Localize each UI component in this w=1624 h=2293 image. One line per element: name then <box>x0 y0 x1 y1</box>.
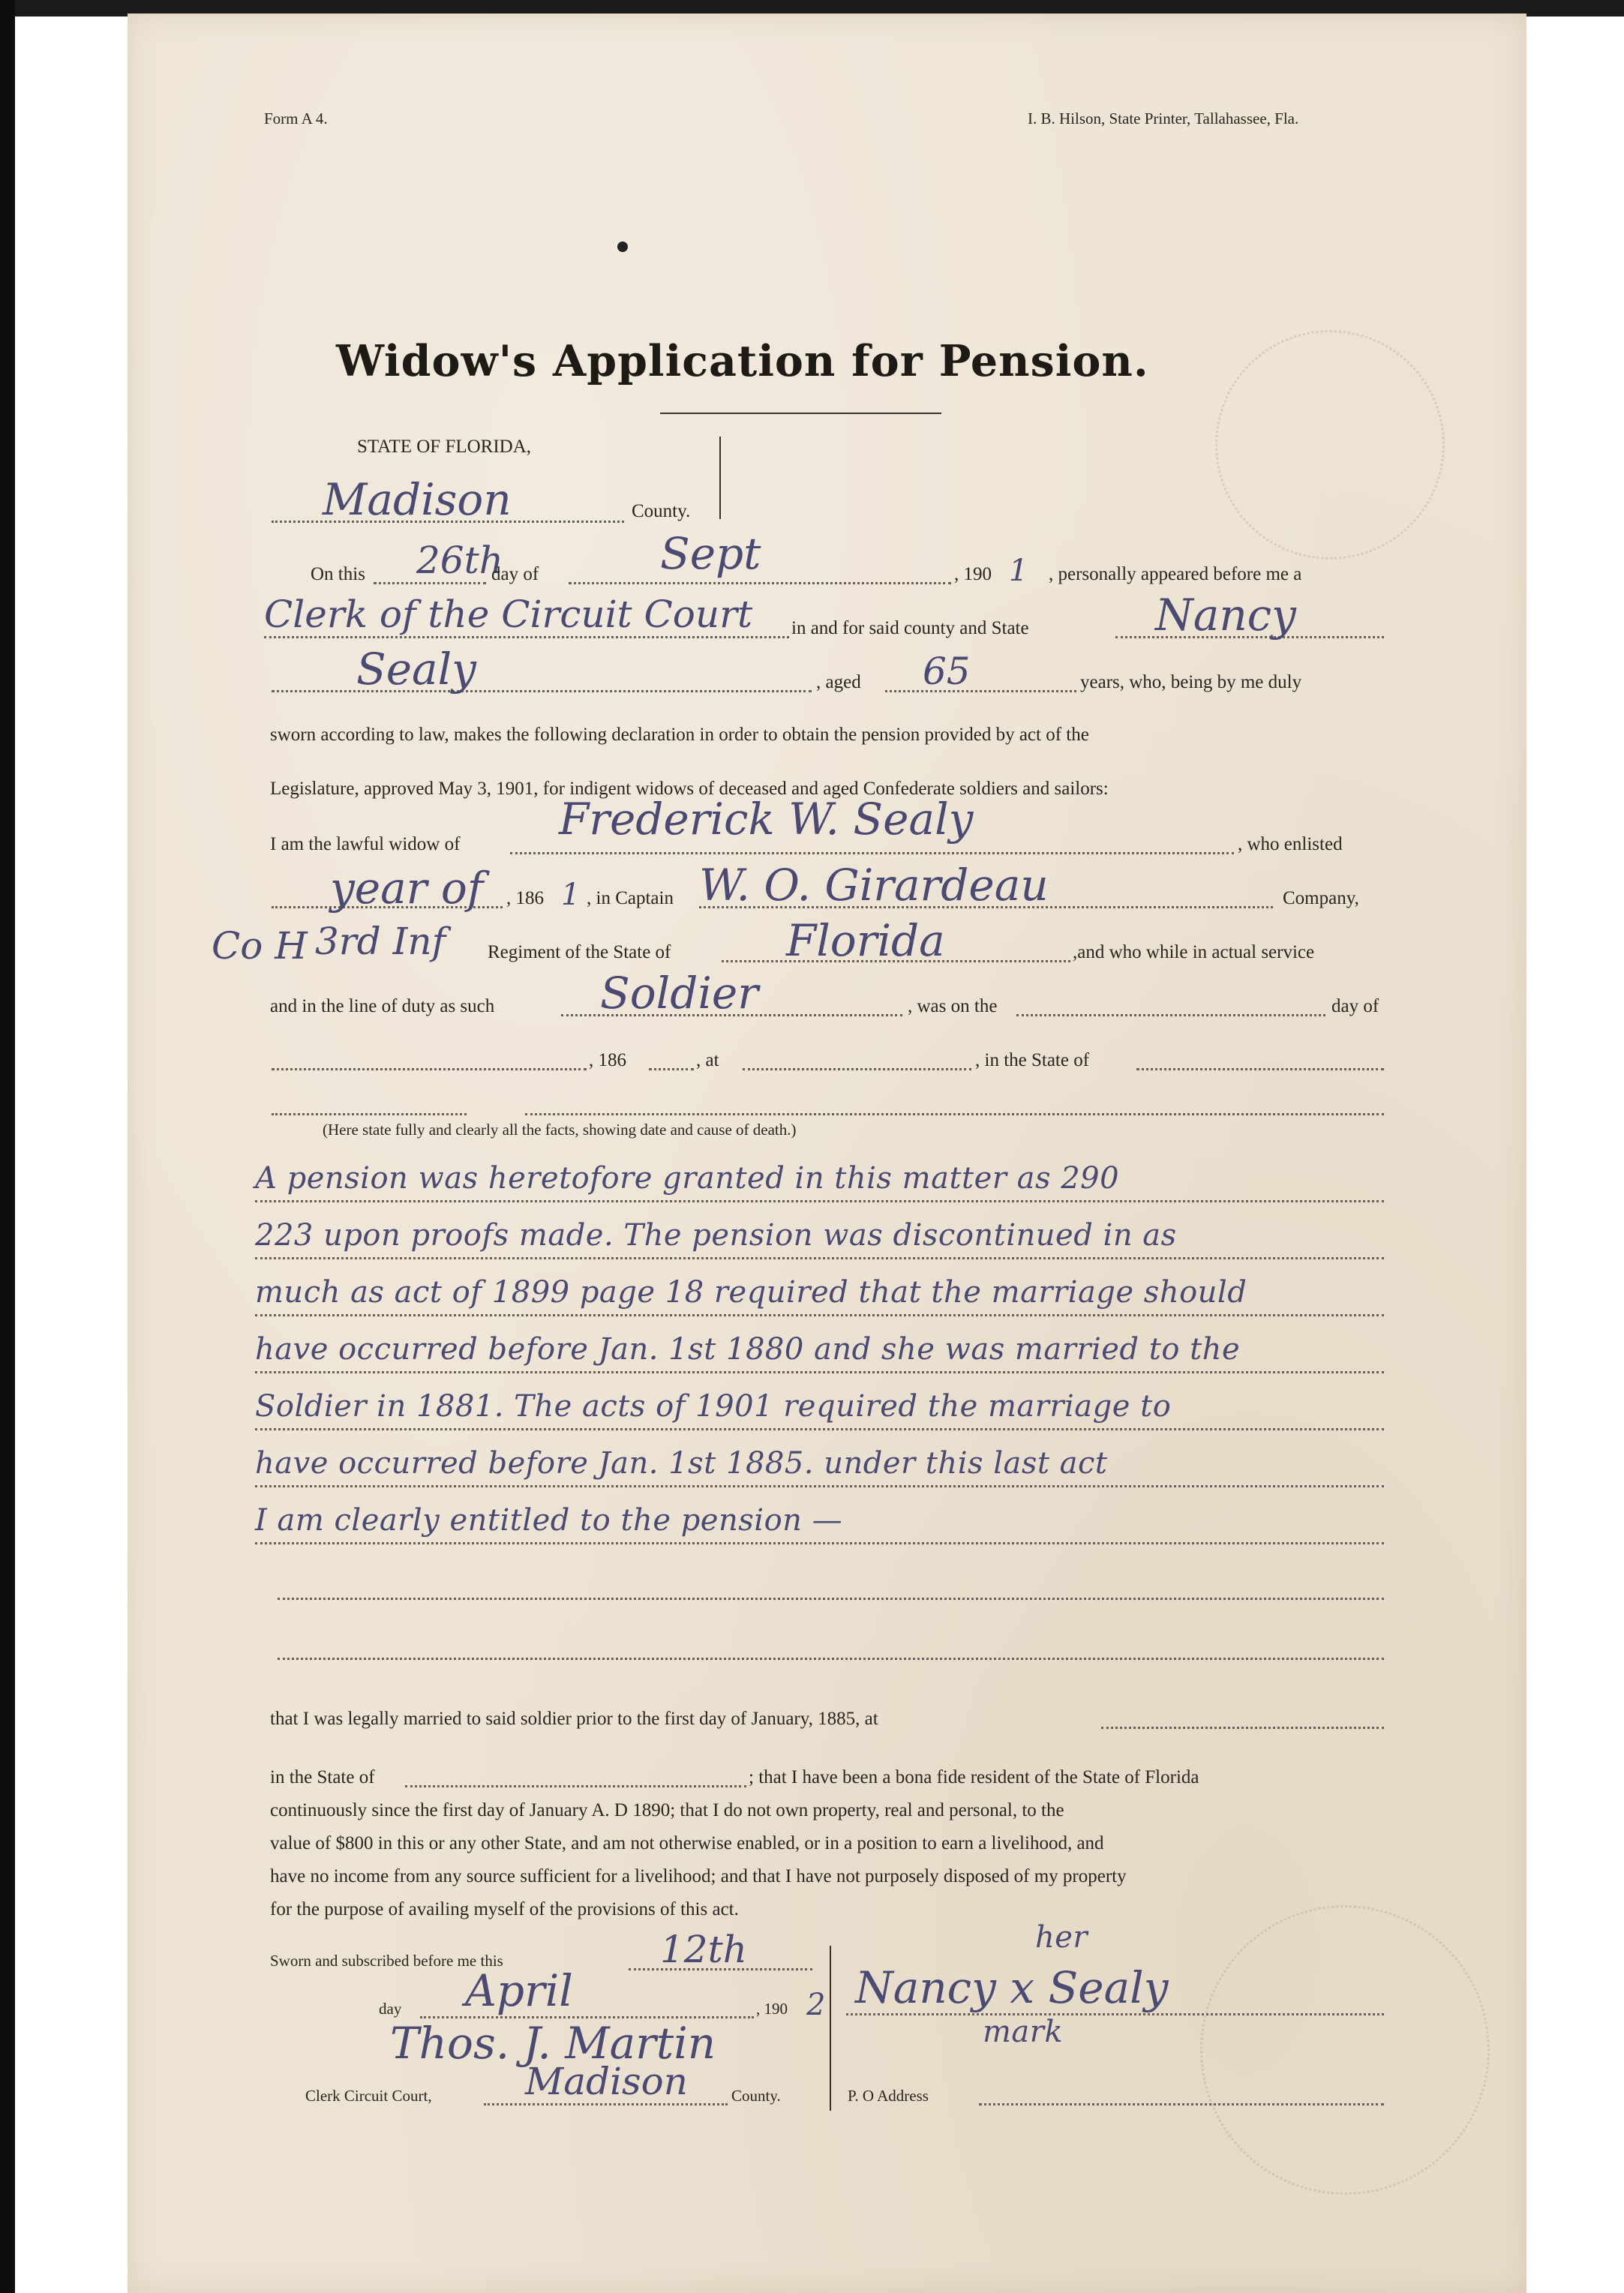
her-mark-label: her <box>1035 1920 1088 1955</box>
marriage-place-blank <box>1101 1727 1384 1729</box>
statement-rule-5 <box>255 1428 1384 1430</box>
years-text: years, who, being by me duly <box>1080 672 1302 692</box>
mark-label: mark <box>983 2015 1064 2049</box>
venue-brace <box>709 437 721 519</box>
applicant-age: 65 <box>923 650 971 693</box>
embossed-seal-bottom <box>1200 1905 1490 2195</box>
jurat-day-label: day <box>379 2000 402 2018</box>
officer-blank <box>264 636 789 638</box>
lawful-widow-label: I am the lawful widow of <box>270 834 461 854</box>
jurat-brace <box>819 1946 831 2111</box>
sworn-text-1: sworn according to law, makes the following declaration in order to obtain the pension provided by act of the <box>270 725 1089 745</box>
death-place-blank <box>743 1068 971 1070</box>
residency-state-label: in the State of <box>270 1767 375 1787</box>
jurat-month-value: April <box>465 1965 573 2016</box>
company-value: Co H <box>212 924 308 968</box>
residency-text-5: for the purpose of availing myself of the provisions of this act. <box>270 1899 739 1919</box>
jurat-year-label: , 190 <box>756 2000 788 2018</box>
blank-line-a <box>272 1113 467 1115</box>
death-day-blank <box>1016 1014 1325 1016</box>
form-number: Form A 4. <box>264 110 328 128</box>
appearance-month: Sept <box>660 528 761 579</box>
in-and-for-text: in and for said county and State <box>791 618 1029 638</box>
clerk-county-blank <box>484 2103 728 2105</box>
ink-dot <box>617 242 628 252</box>
po-address-blank <box>979 2103 1384 2105</box>
applicant-signature: Nancy x Sealy <box>855 1962 1169 2013</box>
month-blank <box>569 582 951 584</box>
day-of-end-label: day of <box>1331 996 1379 1016</box>
captain-label: , in Captain <box>587 888 674 908</box>
residency-state-blank <box>405 1785 746 1787</box>
who-enlisted-text: , who enlisted <box>1238 834 1343 854</box>
statement-rule-9 <box>278 1658 1384 1660</box>
applicant-surname: Sealy <box>356 644 476 695</box>
po-address-label: P. O Address <box>848 2087 929 2105</box>
line-of-duty-label: and in the line of duty as such <box>270 996 495 1016</box>
year-label: , 190 <box>954 564 992 584</box>
death-month-blank <box>272 1068 587 1070</box>
statement-line-7: I am clearly entitled to the pension — <box>255 1503 843 1538</box>
age-blank <box>885 690 1076 692</box>
applicant-signature-blank <box>846 2013 1384 2015</box>
duty-value: Soldier <box>600 968 758 1019</box>
statement-line-1: A pension was heretofore granted in this matter as 290 <box>255 1161 1120 1196</box>
appearance-year: 1 <box>1009 554 1028 588</box>
marriage-text: that I was legally married to said soldier prior to the first day of January, 1885, at <box>270 1709 878 1729</box>
surname-blank <box>272 690 812 692</box>
jurat-day-value: 12th <box>660 1928 747 1971</box>
in-state-label: , in the State of <box>975 1050 1090 1070</box>
company-label: Company, <box>1283 888 1359 908</box>
jurat-sworn-label: Sworn and subscribed before me this <box>270 1952 503 1970</box>
death-year-blank <box>649 1068 694 1070</box>
husband-blank <box>510 852 1234 854</box>
statement-rule-1 <box>255 1200 1384 1202</box>
clerk-signature: Thos. J. Martin <box>390 2018 716 2069</box>
title-rule <box>660 413 941 414</box>
clerk-county-value: Madison <box>525 2060 688 2103</box>
state-label: STATE OF FLORIDA, <box>357 437 532 457</box>
death-state-blank <box>1136 1068 1384 1070</box>
statement-line-6: have occurred before Jan. 1st 1885. under this last act <box>255 1446 1108 1481</box>
husband-name: Frederick W. Sealy <box>559 794 974 845</box>
day-of-label: day of <box>491 564 539 584</box>
page-title: Widow's Application for Pension. <box>336 336 1149 386</box>
officer-title: Clerk of the Circuit Court <box>264 593 753 636</box>
statement-rule-8 <box>278 1598 1384 1600</box>
embossed-seal-top <box>1215 330 1445 560</box>
instruction-text: (Here state fully and clearly all the facts, showing date and cause of death.) <box>323 1121 797 1139</box>
residency-text-4: have no income from any source sufficient for a livelihood; and that I have not purposely disposed of my property <box>270 1866 1127 1886</box>
statement-line-5: Soldier in 1881. The acts of 1901 required the marriage to <box>255 1389 1172 1424</box>
actual-service-text: ,and who while in actual service <box>1073 942 1315 962</box>
statement-rule-2 <box>255 1257 1384 1259</box>
regiment-value: 3rd Inf <box>315 920 446 963</box>
aged-label: , aged <box>816 672 861 692</box>
county-value: Madison <box>323 474 512 525</box>
statement-line-2: 223 upon proofs made. The pension was discontinued in as <box>255 1218 1177 1253</box>
clerk-county-label: County. <box>731 2087 781 2105</box>
applicant-first-name: Nancy <box>1155 590 1296 641</box>
on-this-label: On this <box>311 564 365 584</box>
personally-appeared-text: , personally appeared before me a <box>1049 564 1302 584</box>
regiment-state: Florida <box>786 915 945 966</box>
at-label: , at <box>696 1050 719 1070</box>
blank-line-b <box>525 1113 1384 1115</box>
statement-line-4: have occurred before Jan. 1st 1880 and she was married to the <box>255 1332 1241 1367</box>
enlist-year: 1 <box>561 878 581 912</box>
captain-name: W. O. Girardeau <box>699 860 1049 911</box>
clerk-label: Clerk Circuit Court, <box>305 2087 432 2105</box>
statement-rule-4 <box>255 1371 1384 1373</box>
was-on-label: , was on the <box>908 996 998 1016</box>
residency-text-2: continuously since the first day of January A. D 1890; that I do not own property, real and personal, to the <box>270 1800 1064 1820</box>
residency-text-1: ; that I have been a bona fide resident of the State of Florida <box>749 1767 1199 1787</box>
scan-border-left <box>0 0 15 2293</box>
statement-rule-6 <box>255 1485 1384 1487</box>
sworn-text-2: Legislature, approved May 3, 1901, for indigent widows of deceased and aged Confederate soldiers and sailors: <box>270 779 1109 799</box>
regiment-label: Regiment of the State of <box>488 942 671 962</box>
appearance-day: 26th <box>416 539 503 582</box>
printer-credit: I. B. Hilson, State Printer, Tallahassee, Fla. <box>1028 110 1299 128</box>
statement-rule-7 <box>255 1542 1384 1544</box>
statement-line-3: much as act of 1899 page 18 required that the marriage should <box>255 1275 1247 1310</box>
county-label: County. <box>632 501 691 521</box>
residency-text-3: value of $800 in this or any other State, and am not otherwise enabled, or in a position to earn a livelihood, and <box>270 1833 1104 1853</box>
jurat-year-value: 2 <box>806 1988 826 2022</box>
statement-rule-3 <box>255 1314 1384 1316</box>
day-blank <box>374 582 486 584</box>
enlist-value: year of <box>330 863 484 914</box>
year-186-label: , 186 <box>506 888 544 908</box>
year-186b-label: , 186 <box>589 1050 626 1070</box>
